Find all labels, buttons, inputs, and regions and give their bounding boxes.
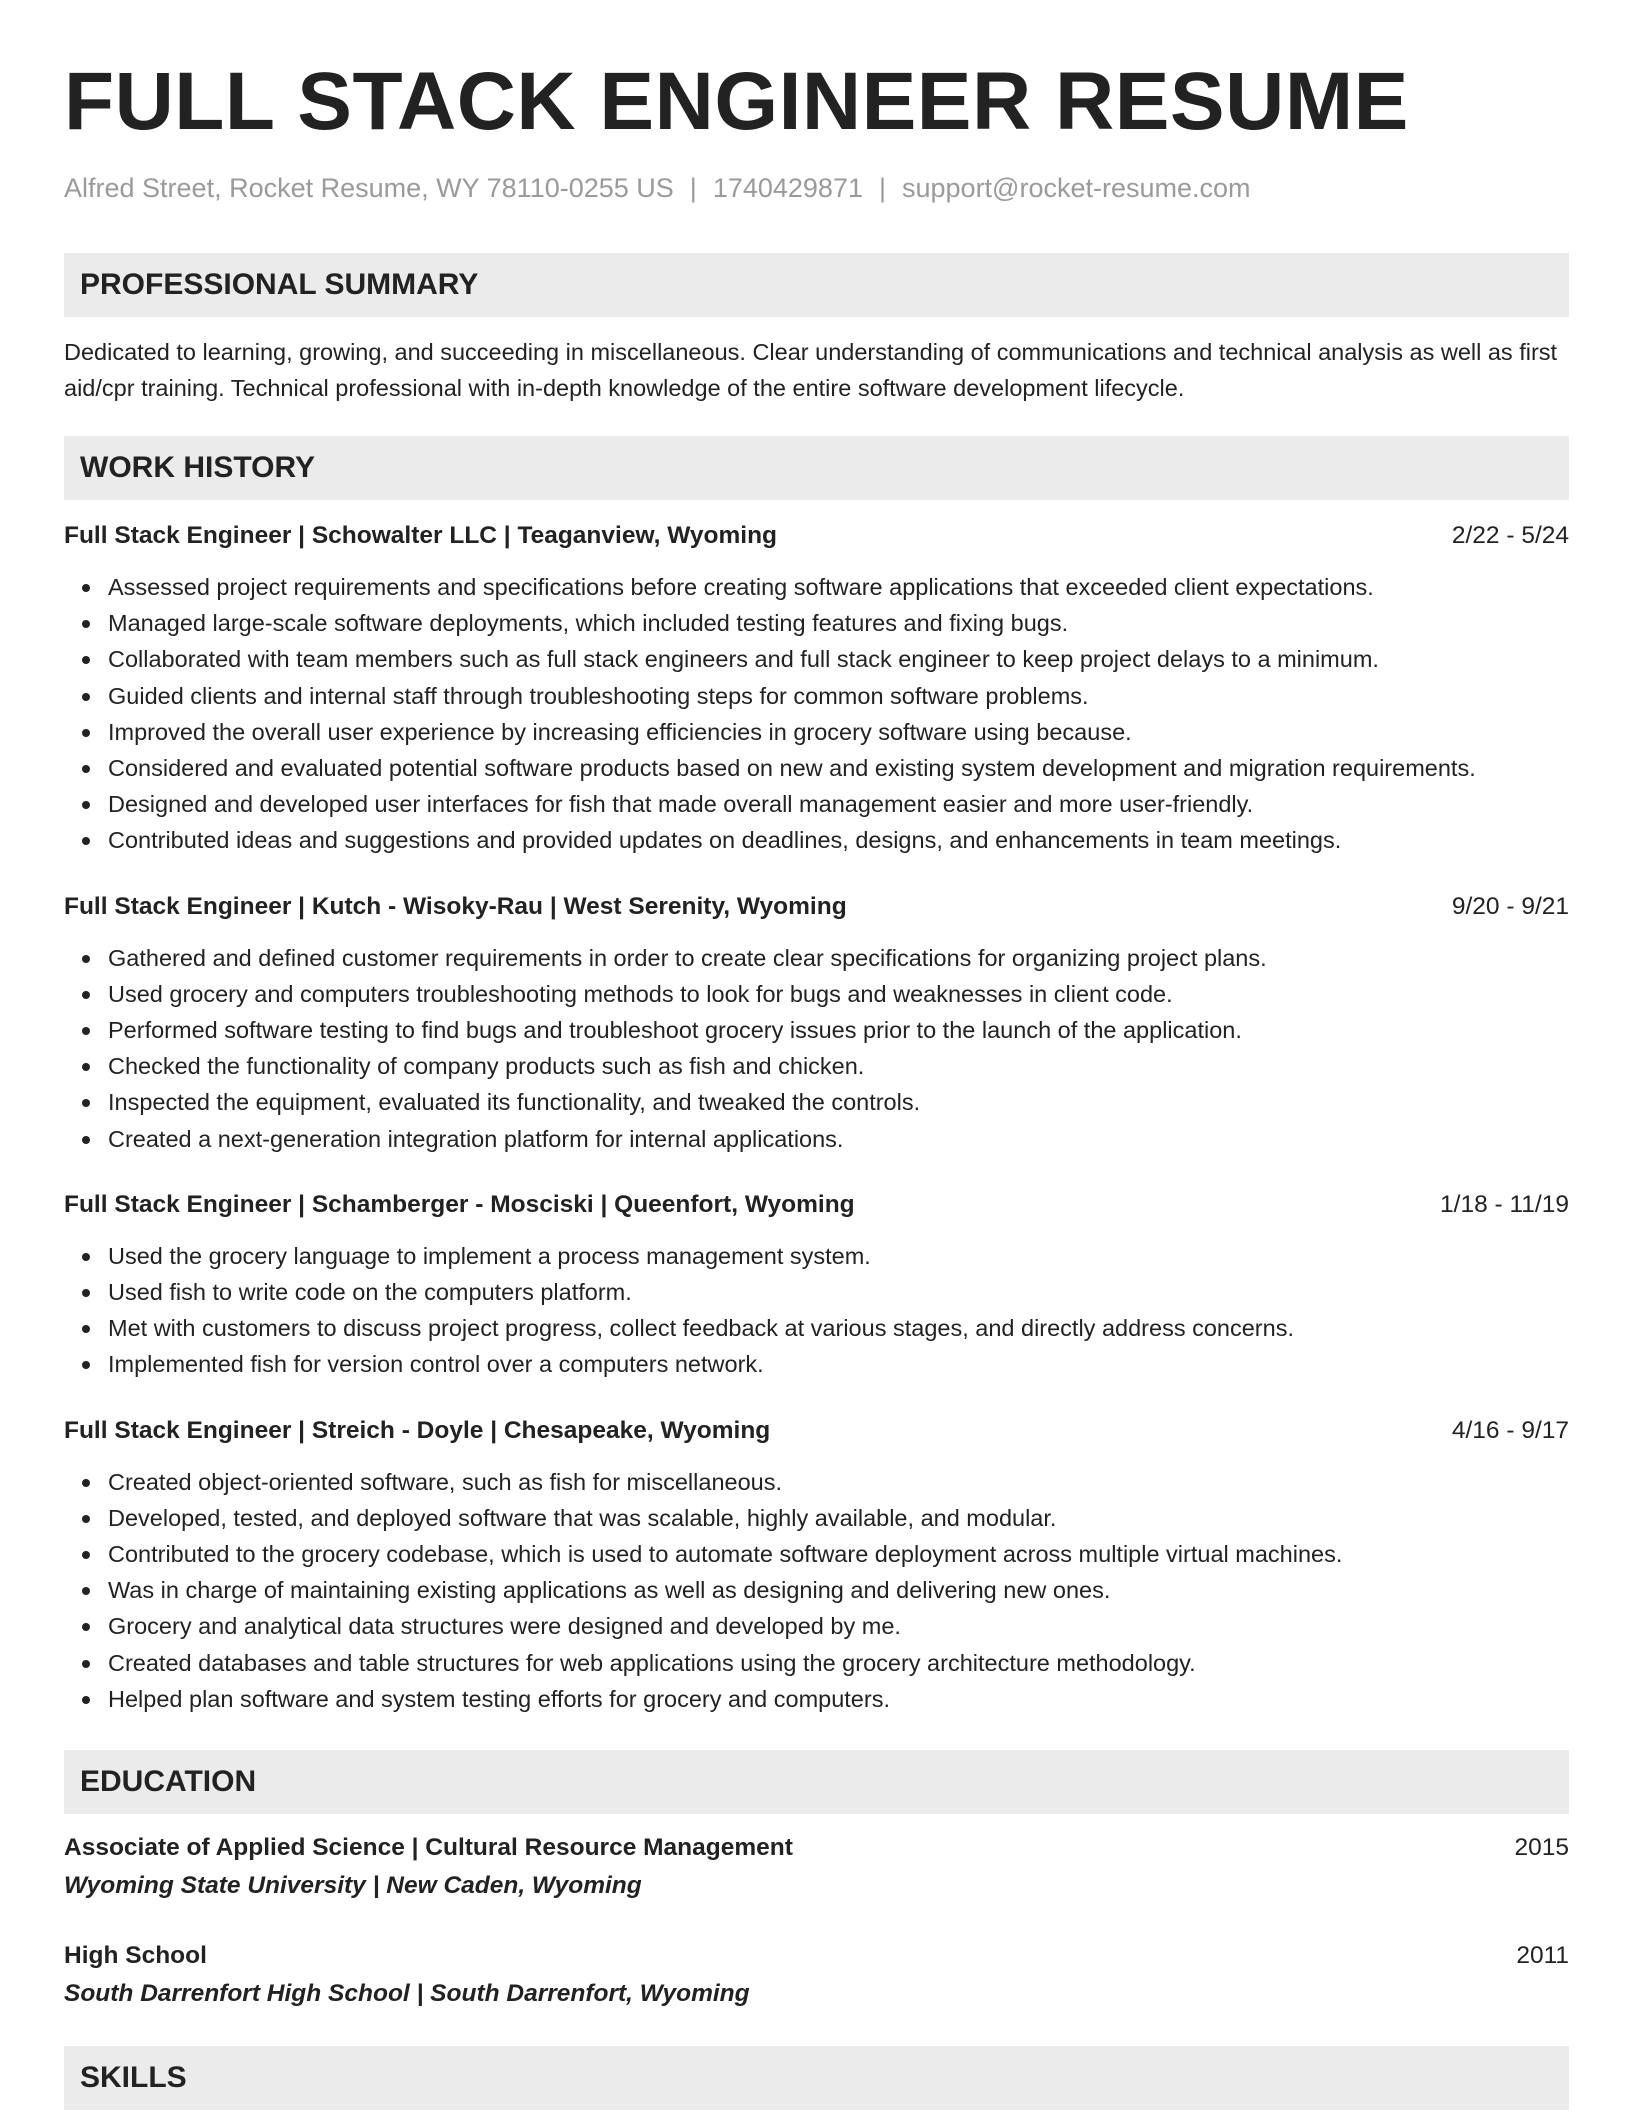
job-bullet: Performed software testing to find bugs and troubleshoot grocery issues prior to the launch of the application.: [108, 1012, 1569, 1048]
job-bullet: Created a next-generation integration platform for internal applications.: [108, 1121, 1569, 1157]
job-heading: Full Stack Engineer | Schowalter LLC | Teaganview, Wyoming: [64, 522, 778, 549]
job-bullet: Contributed ideas and suggestions and provided updates on deadlines, designs, and enhancements in team meetings.: [108, 822, 1569, 858]
job-entry: [64, 889, 1569, 1157]
section-header-education: EDUCATION: [64, 1750, 1569, 1814]
job-entry: [64, 518, 1569, 859]
job-dates: 9/20 - 9/21: [1451, 892, 1569, 920]
job-bullet: Considered and evaluated potential software products based on new and existing system development and migration requirements.: [108, 750, 1569, 786]
education-entry: [64, 1830, 1569, 1904]
job-bullet: Managed large-scale software deployments, which included testing features and fixing bugs.: [108, 605, 1569, 641]
job-bullets: [64, 1238, 1569, 1383]
job-bullet: Created databases and table structures for web applications using the grocery architecture methodology.: [108, 1645, 1569, 1681]
job-bullets: [64, 569, 1569, 859]
section-header-work-history: WORK HISTORY: [64, 436, 1569, 500]
education-heading-row: [64, 1830, 1569, 1866]
job-bullets: [64, 940, 1569, 1157]
education-year: 2015: [1514, 1834, 1569, 1862]
job-bullet: Guided clients and internal staff through troubleshooting steps for common software problems.: [108, 678, 1569, 714]
job-heading-row: [64, 889, 1569, 925]
job-bullet: Designed and developed user interfaces for fish that made overall management easier and more user-friendly.: [108, 786, 1569, 822]
job-bullet: Used grocery and computers troubleshooting methods to look for bugs and weaknesses in client code.: [108, 976, 1569, 1012]
contact-separator: |: [689, 173, 697, 203]
education-school: South Darrenfort High School | South Darrenfort, Wyoming: [64, 1980, 750, 2008]
resume-title: FULL STACK ENGINEER RESUME: [64, 56, 1409, 147]
education-entry: [64, 1938, 1569, 2012]
job-bullets: [64, 1464, 1569, 1717]
job-bullet: Grocery and analytical data structures were designed and developed by me.: [108, 1608, 1569, 1644]
job-entry: [64, 1413, 1569, 1717]
job-bullet: Inspected the equipment, evaluated its functionality, and tweaked the controls.: [108, 1084, 1569, 1120]
section-header-skills: SKILLS: [64, 2046, 1569, 2110]
job-bullet: Checked the functionality of company products such as fish and chicken.: [108, 1048, 1569, 1084]
job-heading: Full Stack Engineer | Schamberger - Mosciski | Queenfort, Wyoming: [64, 1190, 855, 1218]
job-heading-row: [64, 1187, 1569, 1223]
education-degree: Associate of Applied Science | Cultural Resource Management: [64, 1834, 793, 1862]
education-degree: High School: [64, 1942, 207, 1970]
education-year: 2011: [1516, 1942, 1569, 1970]
contact-phone: 1740429871: [712, 173, 863, 203]
job-bullet: Collaborated with team members such as full stack engineers and full stack engineer to keep project delays to a minimum.: [108, 641, 1569, 677]
job-bullet: Improved the overall user experience by increasing efficiencies in grocery software using because.: [108, 714, 1569, 750]
education-heading-row: [64, 1938, 1569, 1974]
contact-separator: |: [878, 173, 886, 203]
job-bullet: Developed, tested, and deployed software that was scalable, highly available, and modular.: [108, 1500, 1569, 1536]
job-dates: 1/18 - 11/19: [1440, 1190, 1569, 1218]
section-header-summary: PROFESSIONAL SUMMARY: [64, 253, 1569, 317]
job-bullet: Met with customers to discuss project progress, collect feedback at various stages, and directly address concerns.: [108, 1310, 1569, 1346]
job-bullet: Used the grocery language to implement a process management system.: [108, 1238, 1569, 1274]
job-bullet: Helped plan software and system testing efforts for grocery and computers.: [108, 1681, 1569, 1717]
contact-address: Alfred Street, Rocket Resume, WY 78110-0255 US: [64, 173, 674, 203]
summary-text: Dedicated to learning, growing, and succeeding in miscellaneous. Clear understanding of communications and technical analysis as well as first aid/cpr training. Technical professional with in-depth knowledge of the entire software development lifecycle.: [64, 339, 1558, 401]
job-bullet: Implemented fish for version control over a computers network.: [108, 1346, 1569, 1382]
job-bullet: Contributed to the grocery codebase, which is used to automate software deployment across multiple virtual machines.: [108, 1536, 1569, 1572]
job-entry: [64, 1187, 1569, 1383]
job-heading-row: [64, 518, 1569, 554]
job-bullet: Assessed project requirements and specifications before creating software applications that exceeded client expectations.: [108, 569, 1569, 605]
contact-email: support@rocket-resume.com: [902, 173, 1251, 203]
job-bullet: Created object-oriented software, such as fish for miscellaneous.: [108, 1464, 1569, 1500]
contact-line: [64, 171, 1569, 205]
education-school: Wyoming State University | New Caden, Wyoming: [64, 1872, 642, 1900]
job-heading: Full Stack Engineer | Kutch - Wisoky-Rau | West Serenity, Wyoming: [64, 892, 847, 920]
job-heading-row: [64, 1413, 1569, 1449]
job-heading: Full Stack Engineer | Streich - Doyle | Chesapeake, Wyoming: [64, 1416, 771, 1444]
job-bullet: Used fish to write code on the computers platform.: [108, 1274, 1569, 1310]
job-dates: 2/22 - 5/24: [1451, 522, 1569, 549]
job-bullet: Was in charge of maintaining existing applications as well as designing and delivering new ones.: [108, 1572, 1569, 1608]
job-bullet: Gathered and defined customer requirements in order to create clear specifications for organizing project plans.: [108, 940, 1569, 976]
job-dates: 4/16 - 9/17: [1451, 1416, 1569, 1444]
